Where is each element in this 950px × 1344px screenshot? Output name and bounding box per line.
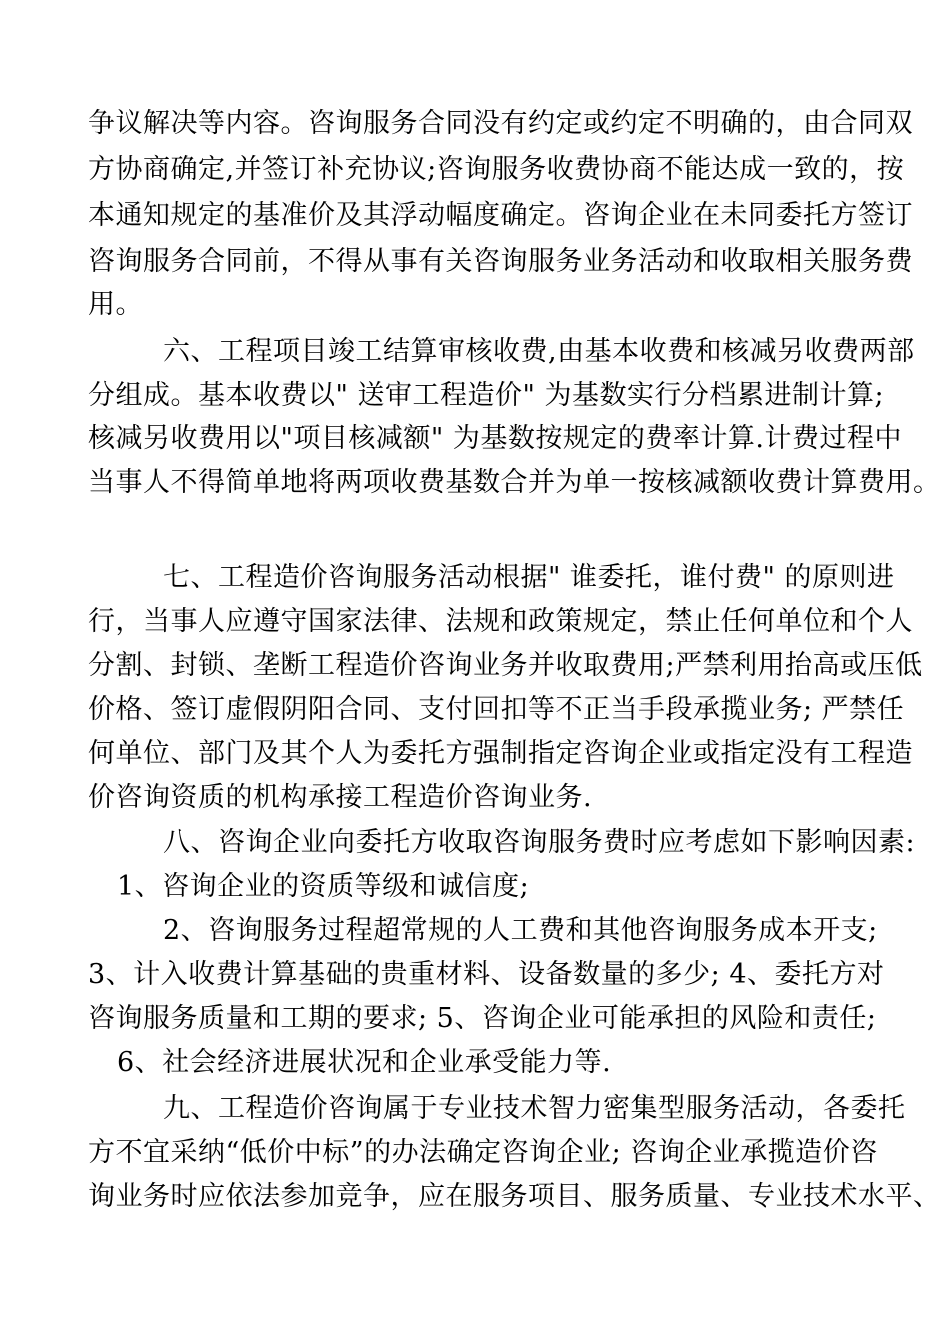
paragraph-eight-start: 八、咨询企业向委托方收取咨询服务费时应考虑如下影响因素:	[163, 827, 916, 858]
list-item: 3、计入收费计算基础的贵重材料、设备数量的多少; 4、委托方对	[88, 959, 885, 990]
text-line: 方协商确定,并签订补充协议;咨询服务收费协商不能达成一致的，按	[88, 154, 905, 185]
list-item: 1、咨询企业的资质等级和诚信度;	[117, 871, 530, 902]
list-item: 咨询服务质量和工期的要求; 5、咨询企业可能承担的风险和责任;	[88, 1003, 877, 1034]
text-line: 用。	[88, 289, 143, 320]
paragraph-six-start: 六、工程项目竣工结算审核收费,由基本收费和核减另收费两部	[163, 336, 915, 367]
text-line: 分组成。基本收费以" 送审工程造价" 为基数实行分档累进制计算;	[88, 380, 885, 411]
list-item: 6、社会经济进展状况和企业承受能力等.	[117, 1047, 612, 1078]
paragraph-nine-start: 九、工程造价咨询属于专业技术智力密集型服务活动，各委托	[163, 1093, 906, 1124]
text-line: 当事人不得简单地将两项收费基数合并为单一按核减额收费计算费用。	[88, 467, 941, 498]
text-line: 方不宜采纳“低价中标”的办法确定咨询企业; 咨询企业承揽造价咨	[88, 1137, 878, 1168]
list-item: 2、咨询服务过程超常规的人工费和其他咨询服务成本开支;	[163, 915, 878, 946]
text-line: 争议解决等内容。咨询服务合同没有约定或约定不明确的，由合同双	[88, 108, 913, 139]
text-line: 核减另收费用以"项目核减额" 为基数按规定的费率计算.计费过程中	[88, 423, 903, 454]
text-line: 分割、封锁、垄断工程造价咨询业务并收取费用;严禁利用抬高或压低	[88, 650, 923, 681]
text-line: 本通知规定的基准价及其浮动幅度确定。咨询企业在未同委托方签订	[88, 200, 913, 231]
text-line: 价咨询资质的机构承接工程造价咨询业务.	[88, 782, 593, 813]
text-line: 价格、签订虚假阴阳合同、支付回扣等不正当手段承揽业务; 严禁任	[88, 694, 905, 725]
text-line: 何单位、部门及其个人为委托方强制指定咨询企业或指定没有工程造	[88, 738, 913, 769]
text-line: 行，当事人应遵守国家法律、法规和政策规定，禁止任何单位和个人	[88, 606, 913, 637]
paragraph-seven-start: 七、工程造价咨询服务活动根据" 谁委托，谁付费" 的原则进	[163, 562, 895, 593]
text-line: 询业务时应依法参加竞争，应在服务项目、服务质量、专业技术水平、	[88, 1181, 941, 1212]
text-line: 咨询服务合同前，不得从事有关咨询服务业务活动和收取相关服务费	[88, 246, 913, 277]
